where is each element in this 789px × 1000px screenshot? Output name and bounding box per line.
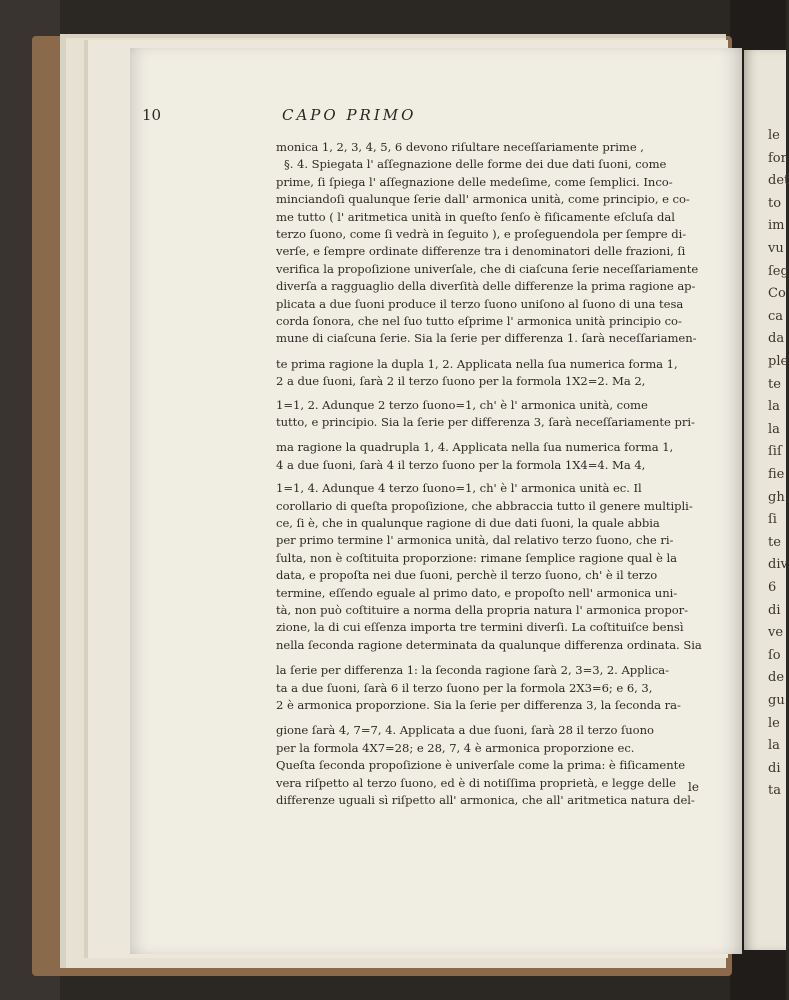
text-line: corda ſonora, che nel ſuo tutto eſprime l' armonica unità principio co-	[276, 314, 682, 328]
text-line: data, e propoſta nei due ſuoni, perchè il terzo ſuono, ch' è il terzo	[276, 568, 658, 583]
text-line: 2 è armonica proporzione. Sia la ſerie per differenza 3, la ſeconda ra-	[276, 698, 681, 712]
facing-page-fragment: da	[768, 331, 785, 347]
facing-page-fragment: det	[768, 173, 789, 189]
facing-page-fragment: te	[768, 376, 781, 392]
text-line: nella ſeconda ragione determinata da qualunque differenza ordinata. Sia	[276, 637, 702, 652]
text-line: tutto, e principio. Sia la ſerie per differenza 3, ſarà neceſſariamente pri-	[276, 415, 695, 429]
facing-page-fragment: di	[768, 760, 781, 776]
page-header	[142, 106, 612, 128]
catchword: le	[688, 780, 699, 794]
facing-page-edge	[744, 50, 789, 950]
text-line: la ſerie per differenza 1: la ſeconda ragione ſarà 2, 3=3, 2. Applica-	[276, 663, 670, 678]
facing-page-fragment: ſi	[768, 512, 777, 528]
facing-page-fragment: fie	[768, 467, 785, 482]
facing-page-fragment: la	[768, 738, 780, 754]
text-line: zione, la di cui eſſenza importa tre termini diverſi. La coſtituiſce bensì	[276, 620, 684, 635]
body-text	[276, 140, 740, 820]
facing-page-fragment: di	[768, 602, 781, 618]
facing-page-fragment: la	[768, 421, 780, 437]
facing-page-fragment: ſo	[768, 647, 781, 663]
facing-page-fragment: div	[768, 557, 788, 573]
text-line: ma ragione la quadrupla 1, 4. Applicata nella ſua numerica forma 1,	[276, 440, 674, 455]
text-line: 4 a due ſuoni, ſarà 4 il terzo ſuono per la formola 1X4=4. Ma 4,	[276, 457, 646, 472]
text-line: corollario di queſta propoſizione, che abbraccia tutto il genere multipli-	[276, 498, 693, 513]
page-number: 10	[142, 106, 162, 124]
text-line: §. 4. Spiegata l' aſſegnazione delle forme dei due dati ſuoni, come	[284, 157, 667, 172]
facing-page-fragment: de	[768, 670, 785, 686]
facing-page-fragment: 6	[768, 580, 777, 595]
text-line: termine, eſſendo eguale al primo dato, e propoſto nell' armonica uni-	[276, 585, 678, 600]
facing-page-fragment: Co	[768, 286, 786, 302]
facing-page-fragment: la	[768, 399, 780, 415]
text-line: ſulta, non è coſtituita proporzione: rimane ſemplice ragione qual è la	[276, 550, 678, 565]
text-line: verſe, e ſempre ordinate differenze tra i denominatori delle frazioni, ſi	[276, 244, 686, 259]
facing-page-fragment: to	[768, 195, 782, 211]
facing-page-fragment: le	[768, 128, 780, 143]
facing-page-fragment: for	[768, 150, 787, 166]
text-line: vera riſpetto al terzo ſuono, ed è di notiſſima proprietà, e legge delle	[276, 775, 676, 790]
text-line: Queſta ſeconda propoſizione è univerſale come la prima: è fiſicamente	[276, 758, 686, 773]
text-line: ce, ſi è, che in qualunque ragione di due dati ſuoni, la quale abbia	[276, 516, 660, 530]
facing-page-fragment: ple	[768, 354, 789, 369]
running-head: CAPO PRIMO	[282, 106, 417, 124]
facing-page-fragment: gh	[768, 489, 785, 505]
text-line: terzo ſuono, come ſi vedrà in ſeguito ), e proſeguendola per ſempre di-	[276, 227, 687, 241]
text-line: te prima ragione la dupla 1, 2. Applicata nella ſua numerica forma 1,	[276, 356, 678, 371]
text-line: differenze uguali sì riſpetto all' armonica, che all' aritmetica natura del-	[276, 793, 695, 807]
facing-page-fragment: gu	[768, 693, 785, 708]
facing-page-fragment: ſeg	[768, 263, 789, 279]
text-line: per la formola 4X7=28; e 28, 7, 4 è armonica proporzione ec.	[276, 740, 635, 755]
text-line: per primo termine l' armonica unità, dal relativo terzo ſuono, che ri-	[276, 533, 674, 548]
text-line: prime, ſi ſpiega l' aſſegnazione delle medeſime, come ſemplici. Inco-	[276, 174, 673, 189]
facing-page-fragment: ta	[768, 783, 781, 799]
facing-page-fragment: ſiſ	[768, 444, 782, 460]
facing-page-fragment: te	[768, 534, 781, 550]
facing-page-fragment: ve	[768, 625, 784, 641]
facing-page-fragment: vu	[768, 241, 784, 256]
text-line: diverſa a ragguaglio della diverſità delle differenze la prima ragione ap-	[276, 279, 696, 294]
text-line: minciandoſi qualunque ſerie dall' armonica unità, come principio, e co-	[276, 192, 690, 207]
text-line: gione ſarà 4, 7=7, 4. Applicata a due ſuoni, ſarà 28 il terzo ſuono	[276, 723, 654, 738]
text-line: 2 a due ſuoni, ſarà 2 il terzo ſuono per la formola 1X2=2. Ma 2,	[276, 374, 646, 389]
facing-page-fragment: ca	[768, 308, 784, 324]
text-line: 1=1, 4. Adunque 4 terzo ſuono=1, ch' è l' armonica unità ec. Il	[276, 481, 642, 496]
text-line: ta a due ſuoni, ſarà 6 il terzo ſuono per la formola 2X3=6; e 6, 3,	[276, 680, 653, 695]
facing-page-fragment: im	[768, 218, 785, 234]
text-line: tà, non può coſtituire a norma della propria natura l' armonica propor-	[276, 603, 689, 617]
text-line: plicata a due ſuoni produce il terzo ſuono uniſono al ſuono di una tesa	[276, 296, 684, 311]
text-line: monica 1, 2, 3, 4, 5, 6 devono riſultare neceſſariamente prime ,	[276, 140, 644, 154]
text-line: mune di ciaſcuna ſerie. Sia la ſerie per differenza 1. ſarà neceſſariamen-	[276, 331, 697, 346]
text-line: me tutto ( l' aritmetica unità in queſto ſenſo è fiſicamente eſcluſa dal	[276, 209, 675, 224]
text-line: 1=1, 2. Adunque 2 terzo ſuono=1, ch' è l' armonica unità, come	[276, 397, 648, 412]
text-line: verifica la propoſizione univerſale, che di ciaſcuna ſerie neceſſariamente	[276, 261, 699, 276]
facing-page-fragment: le	[768, 715, 780, 731]
